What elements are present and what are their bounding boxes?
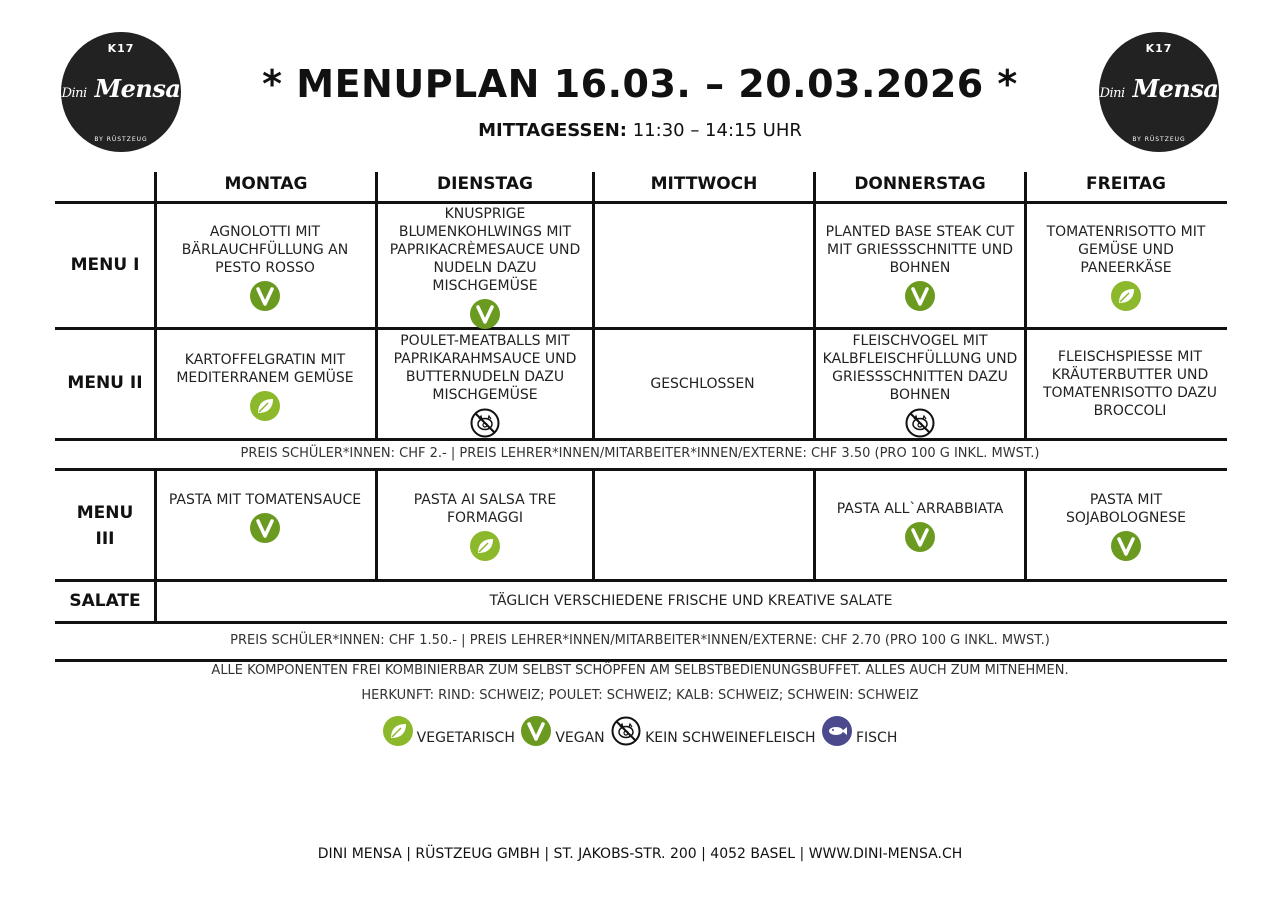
vegetarian-icon (470, 531, 500, 561)
logo-k17: K17 (1145, 42, 1173, 55)
grid-line (1024, 172, 1027, 440)
subtitle-time: 11:30 – 14:15 UHR (632, 120, 802, 141)
salate-text: TÄGLICH VERSCHIEDENE FRISCHE UND KREATIVE SALATE (489, 593, 893, 609)
vegan-icon (905, 522, 935, 552)
legend-vegan (521, 716, 604, 746)
menu1-thursday (820, 223, 1020, 311)
grid-line (55, 659, 1227, 662)
row-label-menu3 (55, 500, 155, 552)
dish-text: PASTA AI SALSA TRE FORMAGGI (413, 492, 557, 526)
menu1-monday (165, 223, 365, 311)
subtitle-label: MITTAGESSEN: (478, 120, 627, 141)
fish-icon (822, 716, 852, 746)
logo-wordmark: Dini Mensa (1099, 74, 1219, 103)
vegan-icon (470, 299, 500, 329)
row-label-menu2: MENU II (67, 373, 143, 393)
dish-text: PASTA ALL`ARRABBIATA (836, 501, 1004, 517)
dish-text: AGNOLOTTI MIT BÄRLAUCHFÜLLUNG AN PESTO ROSSO (181, 224, 349, 276)
logo-k17: K17 (107, 42, 135, 55)
day-header-wednesday: MITTWOCH (650, 174, 758, 194)
price-info-secondary: PREIS SCHÜLER*INNEN: CHF 1.50.- | PREIS LEHRER*INNEN/MITARBEITER*INNEN/EXTERNE: CHF 2.70 (PRO 100 G INKL. MWST.) (230, 633, 1050, 648)
logo-by: BY RÜSTZEUG (94, 136, 148, 143)
legend-label: FISCH (855, 730, 898, 746)
grid-line (55, 327, 1227, 330)
page-title: * MENUPLAN 16.03. – 20.03.2026 * (262, 62, 1018, 106)
vegetarian-icon (250, 391, 280, 421)
grid-line (375, 470, 378, 581)
menu3-friday (1032, 491, 1220, 561)
legend-label: VEGETARISCH (416, 730, 515, 746)
combination-note: ALLE KOMPONENTEN FREI KOMBINIERBAR ZUM SELBST SCHÖPFEN AM SELBSTBEDIENUNGSBUFFET. ALLES AUCH ZUM MITNEHMEN. (211, 663, 1069, 678)
grid-line (55, 438, 1227, 441)
day-header-friday: FREITAG (1085, 174, 1167, 194)
dish-text: FLEISCHSPIESSE MIT KRÄUTERBUTTER UND TOMATENRISOTTO DAZU BROCCOLI (1042, 349, 1218, 419)
menu2-friday (1040, 348, 1220, 420)
day-header-thursday: DONNERSTAG (854, 174, 986, 194)
vegan-icon (905, 281, 935, 311)
grid-line (592, 470, 595, 581)
dish-text: KNUSPRIGE BLUMENKOHLWINGS MIT PAPRIKACRÈMESAUCE UND NUDELN DAZU MISCHGEMÜSE (389, 206, 581, 294)
price-info-main: PREIS SCHÜLER*INNEN: CHF 2.- | PREIS LEHRER*INNEN/MITARBEITER*INNEN/EXTERNE: CHF 3.50 (PRO 100 G INKL. MWST.) (240, 446, 1040, 461)
dish-text: KARTOFFELGRATIN MIT MEDITERRANEM GEMÜSE (176, 352, 354, 386)
day-header-monday: MONTAG (224, 174, 308, 194)
legend-label: KEIN SCHWEINEFLEISCH (645, 730, 816, 746)
menu1-friday (1032, 223, 1220, 311)
grid-line (154, 172, 157, 440)
footer: DINI MENSA | RÜSTZEUG GMBH | ST. JAKOBS-STR. 200 | 4052 BASEL | WWW.DINI-MENSA.CH (317, 846, 963, 862)
subtitle (0, 120, 1280, 141)
dish-text: POULET-MEATBALLS MIT PAPRIKARAHMSAUCE UND BUTTERNUDELN DAZU MISCHGEMÜSE (393, 333, 577, 403)
closed-text: GESCHLOSSEN (650, 376, 755, 392)
row-label-menu1: MENU I (70, 255, 140, 275)
grid-line (592, 172, 595, 440)
logo-by: BY RÜSTZEUG (1132, 136, 1186, 143)
menu1-tuesday (382, 205, 588, 329)
grid-line (55, 621, 1227, 624)
legend-label: VEGAN (555, 730, 605, 746)
vegetarian-icon (383, 716, 413, 746)
menu2-wednesday (600, 375, 805, 393)
grid-line (375, 172, 378, 440)
grid-line (55, 468, 1227, 471)
no-pork-icon (470, 408, 500, 438)
origin-note: HERKUNFT: RIND: SCHWEIZ; POULET: SCHWEIZ; KALB: SCHWEIZ; SCHWEIN: SCHWEIZ (361, 688, 919, 703)
grid-line (813, 470, 816, 581)
menu2-tuesday (382, 332, 588, 438)
row-label-salate: SALATE (69, 591, 141, 611)
grid-line (55, 579, 1227, 582)
row-label-menu3-line1: MENU (76, 503, 134, 523)
legend (0, 716, 1280, 750)
legend-no-pork (611, 716, 815, 746)
row-label-menu3-line2: III (95, 529, 115, 549)
legend-fish (822, 716, 897, 746)
no-pork-icon (905, 408, 935, 438)
menu3-thursday (820, 500, 1020, 552)
menu3-monday (165, 491, 365, 543)
vegan-icon (521, 716, 551, 746)
day-header-tuesday: DIENSTAG (437, 174, 533, 194)
no-pork-icon (611, 716, 641, 746)
menu2-monday (165, 351, 365, 421)
dish-text: PASTA MIT TOMATENSAUCE (168, 492, 362, 508)
dish-text: TOMATENRISOTTO MIT GEMÜSE UND PANEERKÄSE (1046, 224, 1206, 276)
vegetarian-icon (1111, 281, 1141, 311)
dish-text: FLEISCHVOGEL MIT KALBFLEISCHFÜLLUNG UND GRIESSSCHNITTEN DAZU BOHNEN (822, 333, 1018, 403)
menu2-thursday (820, 332, 1020, 438)
legend-vegetarian (383, 716, 515, 746)
grid-line (1024, 470, 1027, 581)
vegan-icon (250, 281, 280, 311)
vegan-icon (250, 513, 280, 543)
vegan-icon (1111, 531, 1141, 561)
grid-line (55, 201, 1227, 204)
logo-wordmark: Dini Mensa (61, 74, 181, 103)
dish-text: PASTA MIT SOJABOLOGNESE (1066, 492, 1186, 526)
menu3-tuesday (400, 491, 570, 561)
grid-line (813, 172, 816, 440)
dish-text: PLANTED BASE STEAK CUT MIT GRIESSSCHNITTE UND BOHNEN (825, 224, 1015, 276)
